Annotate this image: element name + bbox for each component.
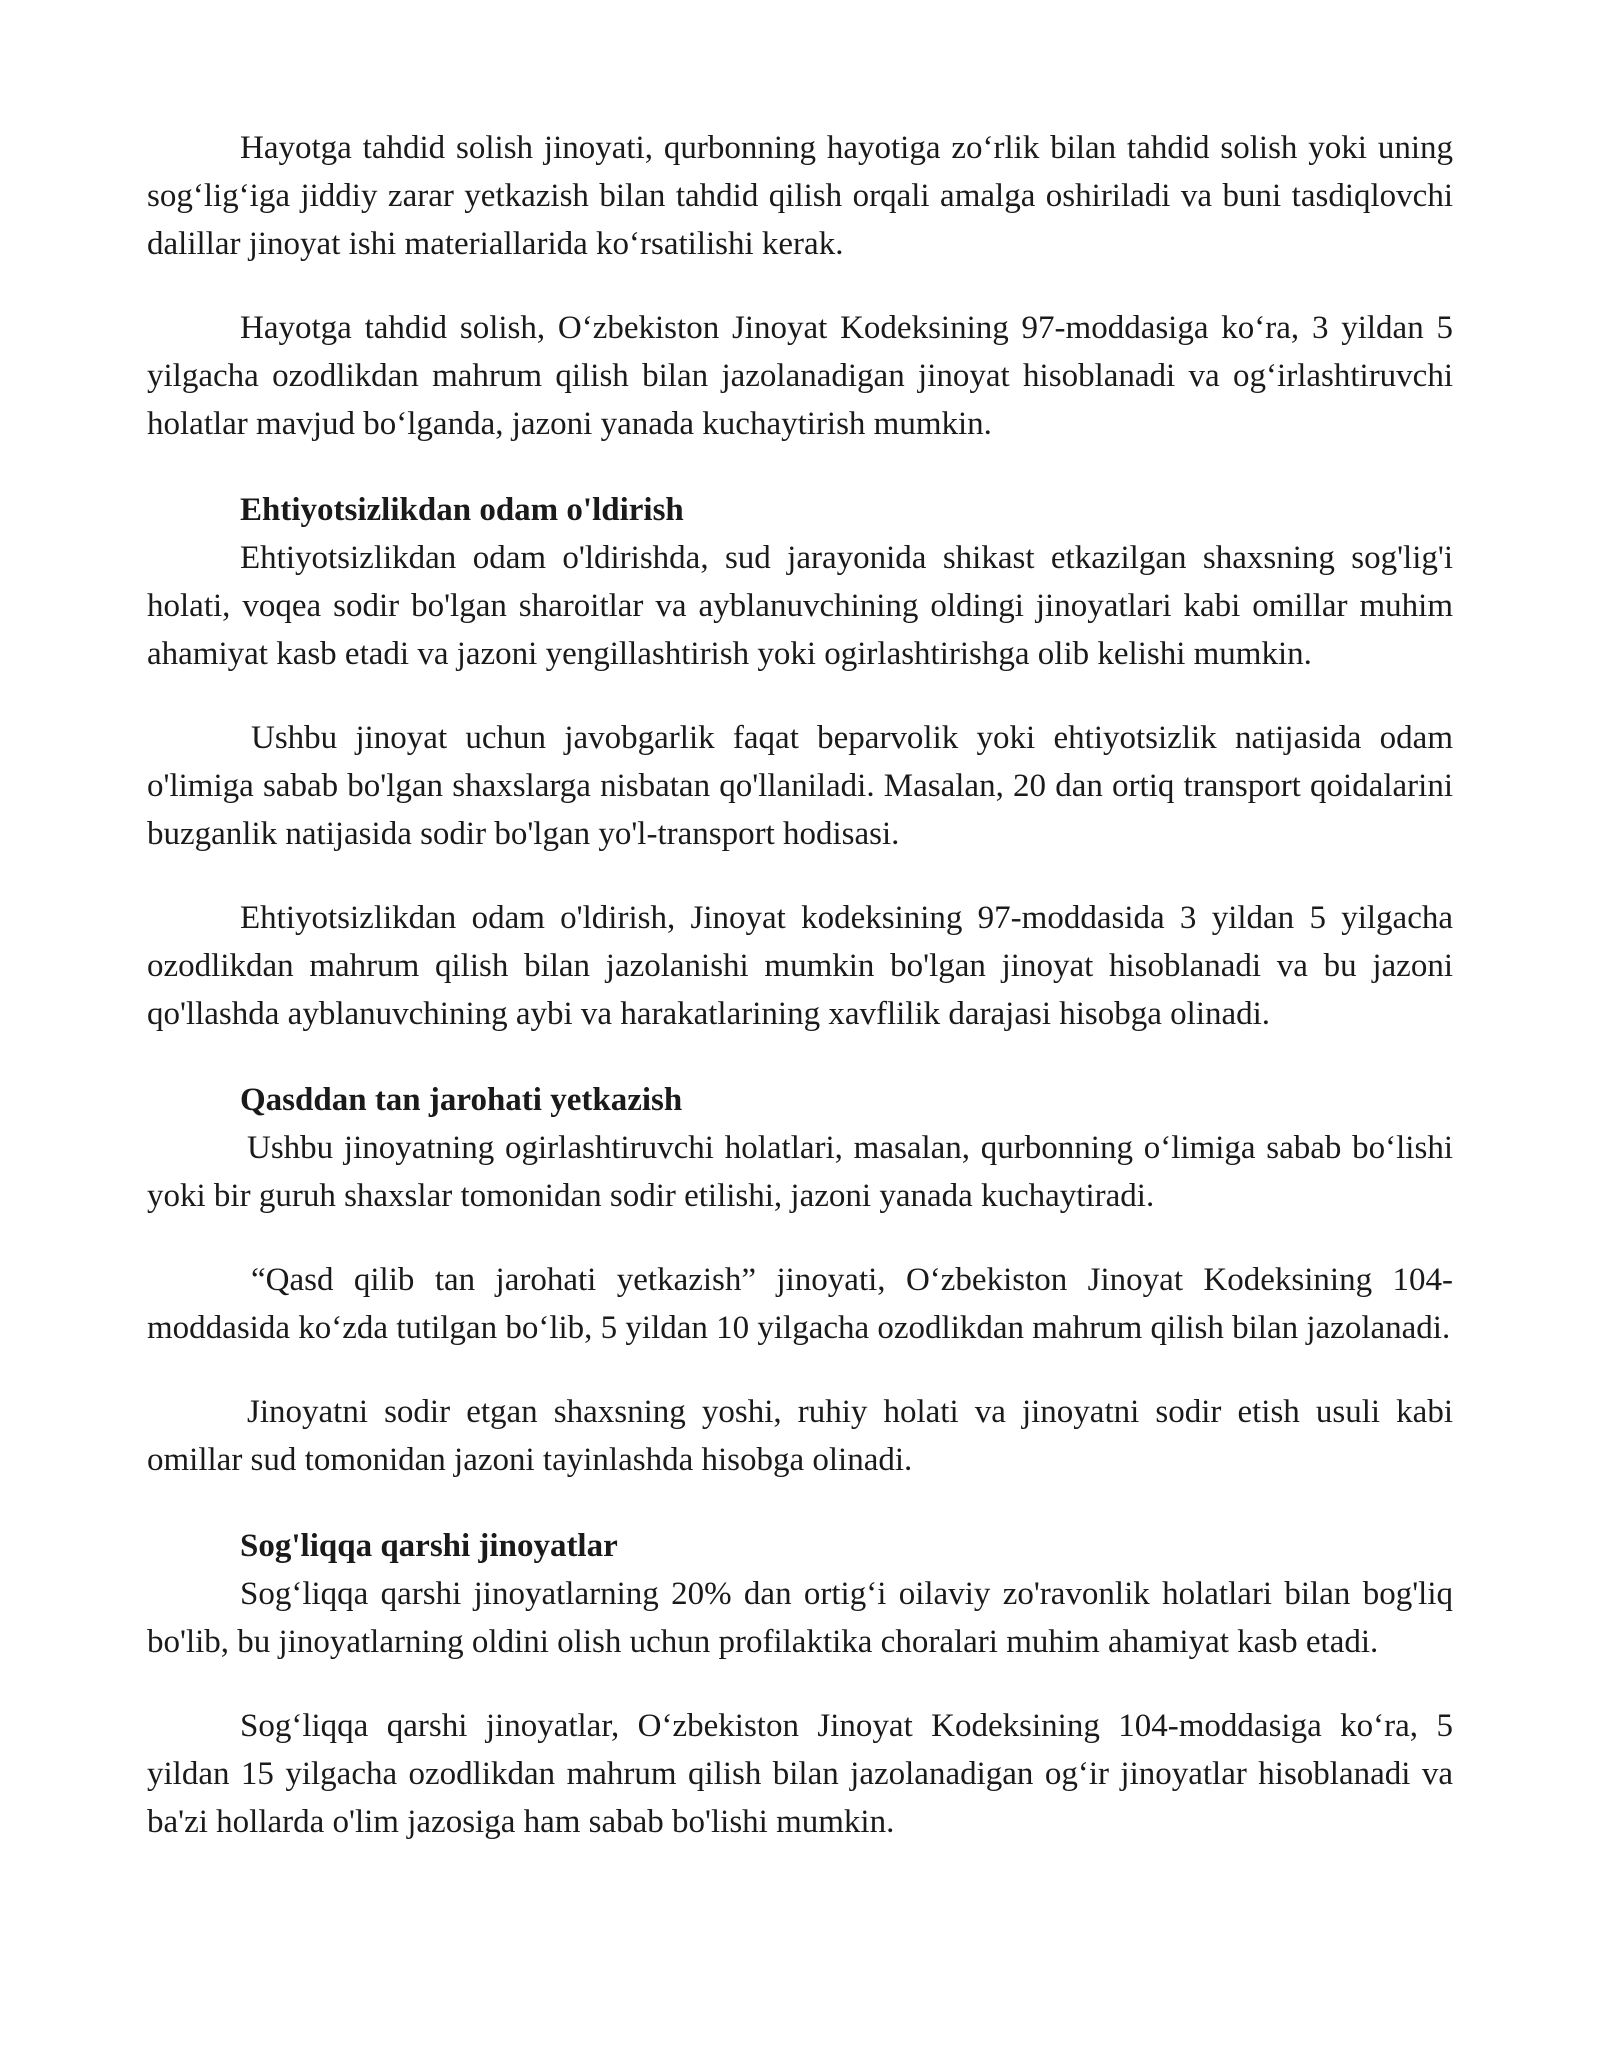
heading-crimes-against-health: Sog'liqqa qarshi jinoyatlar <box>240 1528 618 1564</box>
paragraph-negligent-liability: Ushbu jinoyat uchun javobgarlik faqat beparvolik yoki ehtiyotsizlik natijasida odam o'limiga sabab bo'lgan shaxslarga nisbatan qo'llaniladi. Masalan, 20 dan ortiq transport qoidalarini buzganlik natijasida sodir bo'lgan yo'l-transport hodisasi. <box>147 720 1453 852</box>
paragraph-health-domestic-violence: Sog‘liqqa qarshi jinoyatlarning 20% dan ortig‘i oilaviy zo'ravonlik holatlari bilan bog'liq bo'lib, bu jinoyatlarning oldini olish uchun profilaktika choralari muhim ahamiyat kasb etadi. <box>147 1576 1453 1660</box>
paragraph-injury-factors: Jinoyatni sodir etgan shaxsning yoshi, ruhiy holati va jinoyatni sodir etish usuli kabi omillar sud tomonidan jazoni tayinlashda hisobga olinadi. <box>147 1394 1453 1478</box>
heading-negligent-homicide: Ehtiyotsizlikdan odam o'ldirish <box>240 492 684 528</box>
paragraph-threat-penalty: Hayotga tahdid solish, O‘zbekiston Jinoyat Kodeksining 97-moddasiga ko‘ra, 3 yildan 5 yilgacha ozodlikdan mahrum qilish bilan jazolanadigan jinoyat hisoblanadi va og‘irlashtiruvchi holatlar mavjud bo‘lganda, jazoni yanada kuchaytirish mumkin. <box>147 310 1453 442</box>
paragraph-threat-definition: Hayotga tahdid solish jinoyati, qurbonning hayotiga zo‘rlik bilan tahdid solish yoki uning sog‘lig‘iga jiddiy zarar yetkazish bilan tahdid qilish orqali amalga oshiriladi va buni tasdiqlovchi dalillar jinoyat ishi materiallarida ko‘rsatilishi kerak. <box>147 130 1453 262</box>
paragraph-injury-aggravating: Ushbu jinoyatning ogirlashtiruvchi holatlari, masalan, qurbonning o‘limiga sabab bo‘lishi yoki bir guruh shaxslar tomonidan sodir etilishi, jazoni yanada kuchaytiradi. <box>147 1130 1453 1214</box>
heading-intentional-injury: Qasddan tan jarohati yetkazish <box>240 1082 683 1118</box>
paragraph-injury-penalty: “Qasd qilib tan jarohati yetkazish” jinoyati, O‘zbekiston Jinoyat Kodeksining 104-moddasida ko‘zda tutilgan bo‘lib, 5 yildan 10 yilgacha ozodlikdan mahrum qilish bilan jazolanadi. <box>147 1262 1453 1346</box>
paragraph-negligent-factors: Ehtiyotsizlikdan odam o'ldirishda, sud jarayonida shikast etkazilgan shaxsning sog'lig'i holati, voqea sodir bo'lgan sharoitlar va ayblanuvchining oldingi jinoyatlari kabi omillar muhim ahamiyat kasb etadi va jazoni yengillashtirish yoki ogirlashtirishga olib kelishi mumkin. <box>147 540 1453 672</box>
paragraph-health-penalty: Sog‘liqqa qarshi jinoyatlar, O‘zbekiston Jinoyat Kodeksining 104-moddasiga ko‘ra, 5 yildan 15 yilgacha ozodlikdan mahrum qilish bilan jazolanadigan og‘ir jinoyatlar hisoblanadi va ba'zi hollarda o'lim jazosiga ham sabab bo'lishi mumkin. <box>147 1708 1453 1840</box>
paragraph-negligent-penalty: Ehtiyotsizlikdan odam o'ldirish, Jinoyat kodeksining 97-moddasida 3 yildan 5 yilgacha ozodlikdan mahrum qilish bilan jazolanishi mumkin bo'lgan jinoyat hisoblanadi va bu jazoni qo'llashda ayblanuvchining aybi va harakatlarining xavflilik darajasi hisobga olinadi. <box>147 900 1453 1032</box>
document-page <box>147 124 1453 1846</box>
